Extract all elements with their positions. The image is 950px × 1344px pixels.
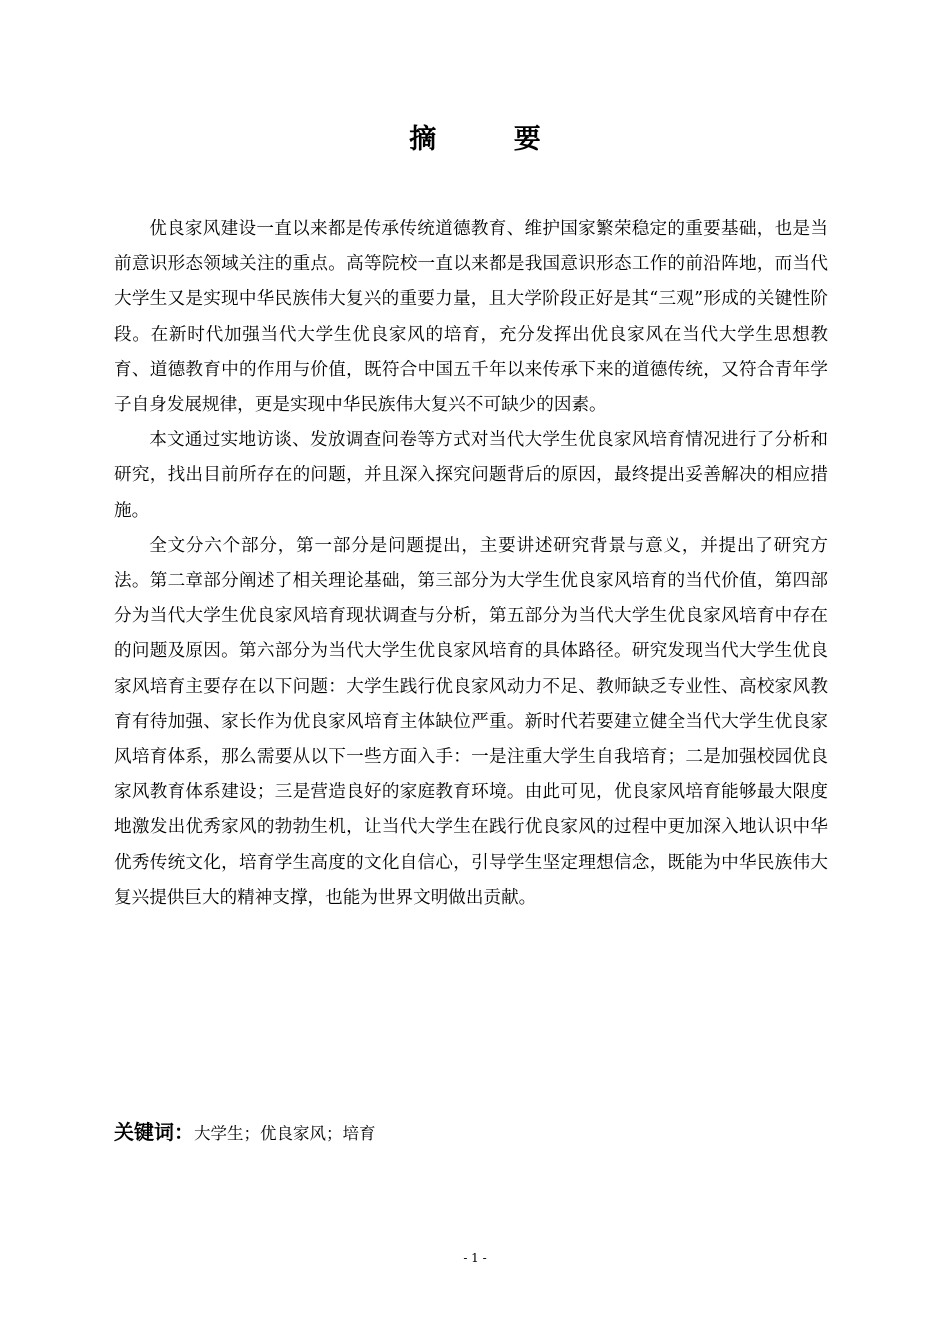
abstract-body xyxy=(114,212,828,916)
keywords-values: 大学生；优良家风；培育 xyxy=(194,1124,376,1143)
keywords-line xyxy=(114,1115,828,1151)
page-number: - 1 - xyxy=(463,1251,487,1265)
abstract-paragraph-2: 本文通过实地访谈、发放调查问卷等方式对当代大学生优良家风培育情况进行了分析和研究，找出目前所存在的问题，并且深入探究问题背后的原因，最终提出妥善解决的相应措施。 xyxy=(114,430,828,521)
abstract-title: 摘 要 xyxy=(409,124,575,155)
abstract-paragraph-1: 优良家风建设一直以来都是传承传统道德教育、维护国家繁荣稳定的重要基础，也是当前意识形态领域关注的重点。高等院校一直以来都是我国意识形态工作的前沿阵地，而当代大学生又是实现中华民族伟大复兴的重要力量，且大学阶段正好是其“三观”形成的关键性阶段。在新时代加强当代大学生优良家风的培育，充分发挥出优良家风在当代大学生思想教育、道德教育中的作用与价值，既符合中国五千年以来传承下来的道德传统，又符合青年学子自身发展规律，更是实现中华民族伟大复兴不可缺少的因素。 xyxy=(114,219,828,416)
abstract-paragraph-3: 全文分六个部分，第一部分是问题提出，主要讲述研究背景与意义，并提出了研究方法。第二章部分阐述了相关理论基础，第三部分为大学生优良家风培育的当代价值，第四部分为当代大学生优良家风培育现状调查与分析，第五部分为当代大学生优良家风培育中存在的问题及原因。第六部分为当代大学生优良家风培育的具体路径。研究发现当代大学生优良家风培育主要存在以下问题：大学生践行优良家风动力不足、教师缺乏专业性、高校家风教育有待加强、家长作为优良家风培育主体缺位严重。新时代若要建立健全当代大学生优良家风培育体系，那么需要从以下一些方面入手：一是注重大学生自我培育；二是加强校园优良家风教育体系建设；三是营造良好的家庭教育环境。由此可见，优良家风培育能够最大限度地激发出优秀家风的勃勃生机，让当代大学生在践行优良家风的过程中更加深入地认识中华优秀传统文化，培育学生高度的文化自信心，引导学生坚定理想信念，既能为中华民族伟大复兴提供巨大的精神支撑，也能为世界文明做出贡献。 xyxy=(114,535,828,908)
keywords-label: 关键词： xyxy=(114,1120,194,1144)
